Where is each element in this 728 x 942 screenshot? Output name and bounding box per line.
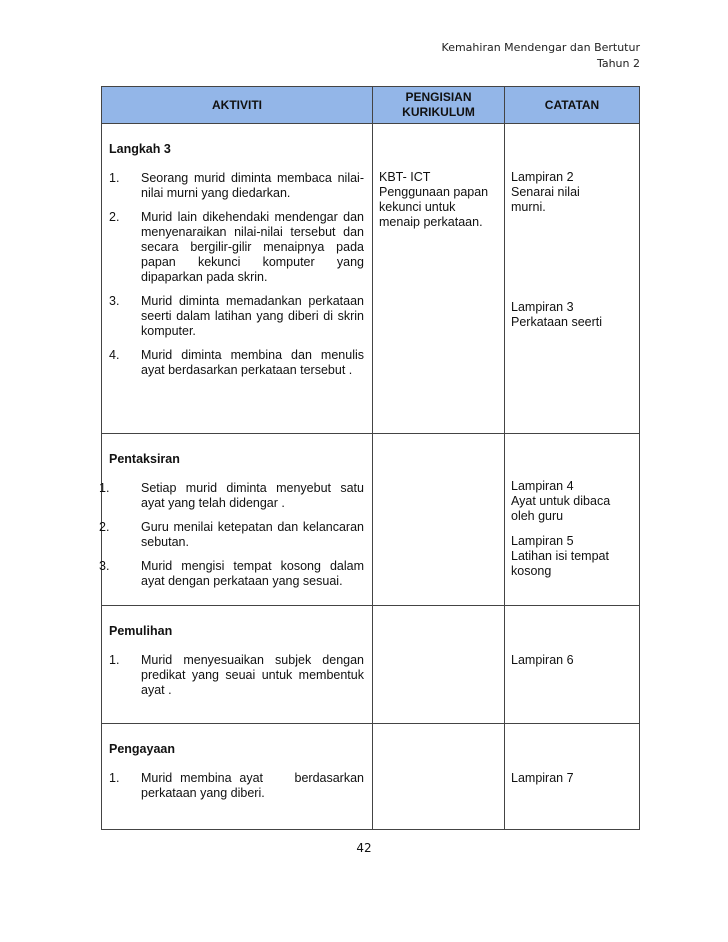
item-number: 2. [109, 210, 120, 224]
header-aktiviti: AKTIVITI [102, 87, 373, 124]
item-number: 2. [99, 520, 110, 534]
page-header [442, 40, 640, 72]
item-number: 3. [109, 294, 120, 308]
item-text: Murid lain dikehendaki mendengar dan menyenaraikan nilai-nilai tersebut dan secara bergilir-gilir menaipnya pada papan kekunci komputer yang dipaparkan pada skrin. [141, 210, 364, 284]
activity-list-pemulihan [102, 639, 372, 698]
activity-list-pentaksiran [99, 467, 372, 589]
item-number: 3. [99, 559, 110, 573]
aktiviti-cell-langkah [102, 124, 373, 434]
header-pengisian-line1: PENGISIAN [405, 90, 472, 104]
item-number: 1. [109, 171, 120, 185]
section-row-pemulihan [102, 606, 640, 724]
pengisian-label: KBT- ICT [379, 170, 431, 184]
aktiviti-cell-pengayaan [102, 724, 373, 830]
catatan-text: Perkataan seerti [511, 315, 603, 329]
header-subject: Kemahiran Mendengar dan Bertutur [441, 41, 640, 54]
item-text: Setiap murid diminta menyebut satu ayat yang telah didengar . [141, 481, 364, 510]
section-title-pentaksiran: Pentaksiran [109, 452, 180, 466]
item-number: 1. [99, 481, 110, 495]
catatan-lampiran: Lampiran 4 [511, 479, 574, 493]
header-catatan: CATATAN [505, 87, 640, 124]
catatan-lampiran: Lampiran 6 [511, 653, 574, 667]
catatan-text: Senarai nilai murni. [511, 185, 580, 214]
item-text: Seorang murid diminta membaca nilai-nilai murni yang diedarkan. [141, 171, 364, 200]
item-number: 1. [109, 653, 120, 667]
list-item [99, 481, 364, 511]
header-pengisian-kurikulum [373, 87, 505, 124]
item-text: Murid membina ayat berdasarkan perkataan yang diberi. [141, 771, 368, 800]
section-title-pemulihan: Pemulihan [109, 624, 173, 638]
catatan-lampiran: Lampiran 5 [511, 534, 574, 548]
aktiviti-cell-pemulihan [102, 606, 373, 724]
list-item [102, 348, 364, 378]
catatan-cell-pemulihan [505, 606, 640, 724]
table-header-row [102, 87, 640, 124]
catatan-lampiran: Lampiran 2 [511, 170, 574, 184]
lesson-plan-table [101, 86, 640, 830]
catatan-cell-pentaksiran [505, 434, 640, 606]
pengisian-cell-pemulihan [373, 606, 505, 724]
catatan-text: Ayat untuk dibaca oleh guru [511, 494, 611, 523]
activity-list-langkah [102, 157, 372, 378]
aktiviti-cell-pentaksiran [99, 434, 373, 606]
item-text: Guru menilai ketepatan dan kelancaran sebutan. [141, 520, 364, 549]
pengisian-text: Penggunaan papan kekunci untuk menaip perkataan. [379, 185, 489, 229]
header-year: Tahun 2 [596, 57, 640, 70]
pengisian-cell-pengayaan [373, 724, 505, 830]
catatan-cell-langkah [505, 124, 640, 434]
item-number: 1. [109, 771, 120, 785]
list-item [102, 653, 364, 698]
list-item [99, 559, 364, 589]
list-item [102, 294, 364, 339]
section-row-pentaksiran [102, 434, 640, 606]
item-number: 4. [109, 348, 120, 362]
pengisian-cell-pentaksiran [373, 434, 505, 606]
item-text: Murid diminta memadankan perkataan seerti dalam latihan yang diberi di skrin komputer. [141, 294, 364, 338]
section-title-pengayaan: Pengayaan [109, 742, 176, 756]
item-text: Murid mengisi tempat kosong dalam ayat dengan perkataan yang sesuai. [141, 559, 364, 588]
list-item [99, 520, 364, 550]
section-row-pengayaan [102, 724, 640, 830]
page-number: 42 [356, 841, 372, 855]
item-text: Murid diminta membina dan menulis ayat berdasarkan perkataan tersebut . [141, 348, 364, 377]
catatan-lampiran: Lampiran 3 [511, 300, 574, 314]
catatan-lampiran: Lampiran 7 [511, 771, 574, 785]
header-pengisian-line2: KURIKULUM [402, 105, 475, 119]
list-item [102, 771, 368, 801]
activity-list-pengayaan [102, 757, 372, 801]
catatan-text: Latihan isi tempat kosong [511, 549, 609, 578]
pengisian-cell-langkah [373, 124, 505, 434]
section-row-langkah [102, 124, 640, 434]
list-item [102, 210, 364, 285]
catatan-cell-pengayaan [505, 724, 640, 830]
item-text: Murid menyesuaikan subjek dengan predikat yang seuai untuk membentuk ayat . [141, 653, 364, 697]
section-title-langkah: Langkah 3 [109, 142, 171, 156]
list-item [102, 171, 364, 201]
